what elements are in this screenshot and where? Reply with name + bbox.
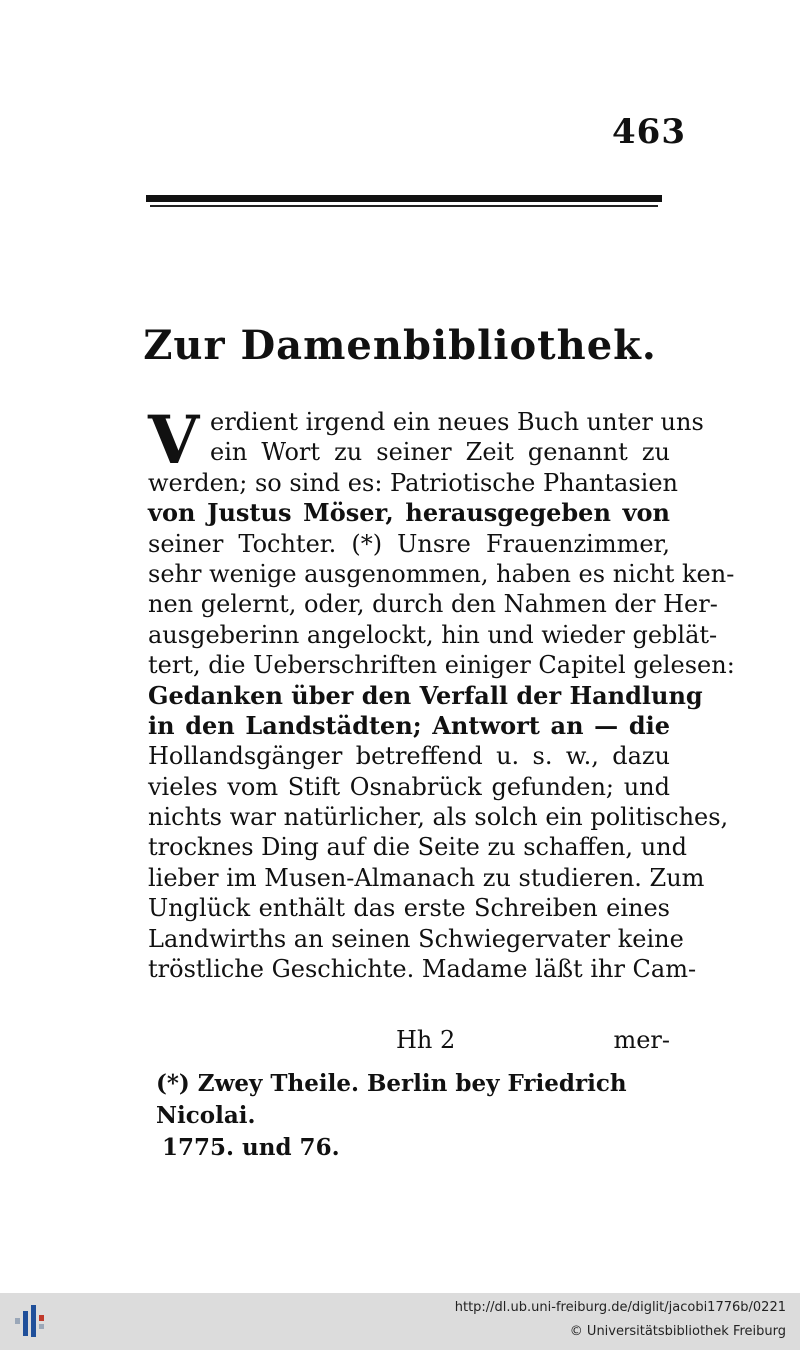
signature-line	[148, 1026, 670, 1054]
text-line: Unglück enthält das erste Schreiben eines	[148, 894, 670, 923]
copyright-text: © Universitätsbibliothek Freiburg	[569, 1324, 786, 1339]
text-line: von Justus Möser, herausgegeben von	[148, 498, 670, 528]
text-line: erdient irgend ein neues Buch unter uns	[210, 408, 704, 436]
rule-thick-line	[146, 195, 662, 202]
catchword: mer-	[613, 1026, 670, 1054]
text-line: in den Landstädten; Antwort an — die	[148, 710, 670, 740]
footnote-line: 1775. und 76.	[162, 1134, 340, 1161]
text-line: ausgeberinn angelockt, hin und wieder geblät-	[148, 620, 718, 649]
ub-freiburg-logo-icon[interactable]	[11, 1301, 51, 1341]
text-line: Hollandsgänger betreffend u. s. w., dazu	[148, 742, 670, 771]
text-line: sehr wenige ausgenommen, haben es nicht ken-	[148, 559, 735, 588]
text-line: lieber im Musen-Almanach zu studieren. Zum	[148, 863, 705, 892]
text-line: Landwirths an seinen Schwiegervater keine	[148, 924, 684, 953]
text-line: ein Wort zu seiner Zeit genannt zu	[210, 438, 670, 467]
body-text	[148, 401, 735, 984]
text-line: trocknes Ding auf die Seite zu schaffen, und	[148, 833, 687, 862]
footnote-line: (*) Zwey Theile. Berlin bey Friedrich Nicolai.	[156, 1070, 627, 1129]
text-line: vieles vom Stift Osnabrück gefunden; und	[148, 772, 670, 801]
chapter-heading: Zur Damenbibliothek.	[143, 322, 657, 369]
page-number: 463	[612, 112, 686, 152]
text-line: werden; so sind es: Patriotische Phantasien	[148, 468, 678, 497]
viewer-footer	[0, 1293, 800, 1350]
text-line: tert, die Ueberschriften einiger Capitel gelesen:	[148, 651, 735, 680]
text-line: seiner Tochter. (*) Unsre Frauenzimmer,	[148, 529, 670, 558]
rule-thin-line	[150, 205, 658, 207]
text-line: nen gelernt, oder, durch den Nahmen der Her-	[148, 590, 718, 619]
signature-mark: Hh 2	[396, 1026, 456, 1054]
drop-cap-initial: V	[148, 401, 200, 479]
double-rule-divider	[146, 193, 662, 211]
text-line: tröstliche Geschichte. Madame läßt ihr Cam-	[148, 955, 697, 984]
footnote	[156, 1068, 676, 1164]
text-line: Gedanken über den Verfall der Handlung	[148, 680, 703, 710]
text-line: nichts war natürlicher, als solch ein politisches,	[148, 803, 729, 832]
source-url-link[interactable]: http://dl.ub.uni-freiburg.de/diglit/jacobi1776b/0221	[454, 1300, 786, 1315]
